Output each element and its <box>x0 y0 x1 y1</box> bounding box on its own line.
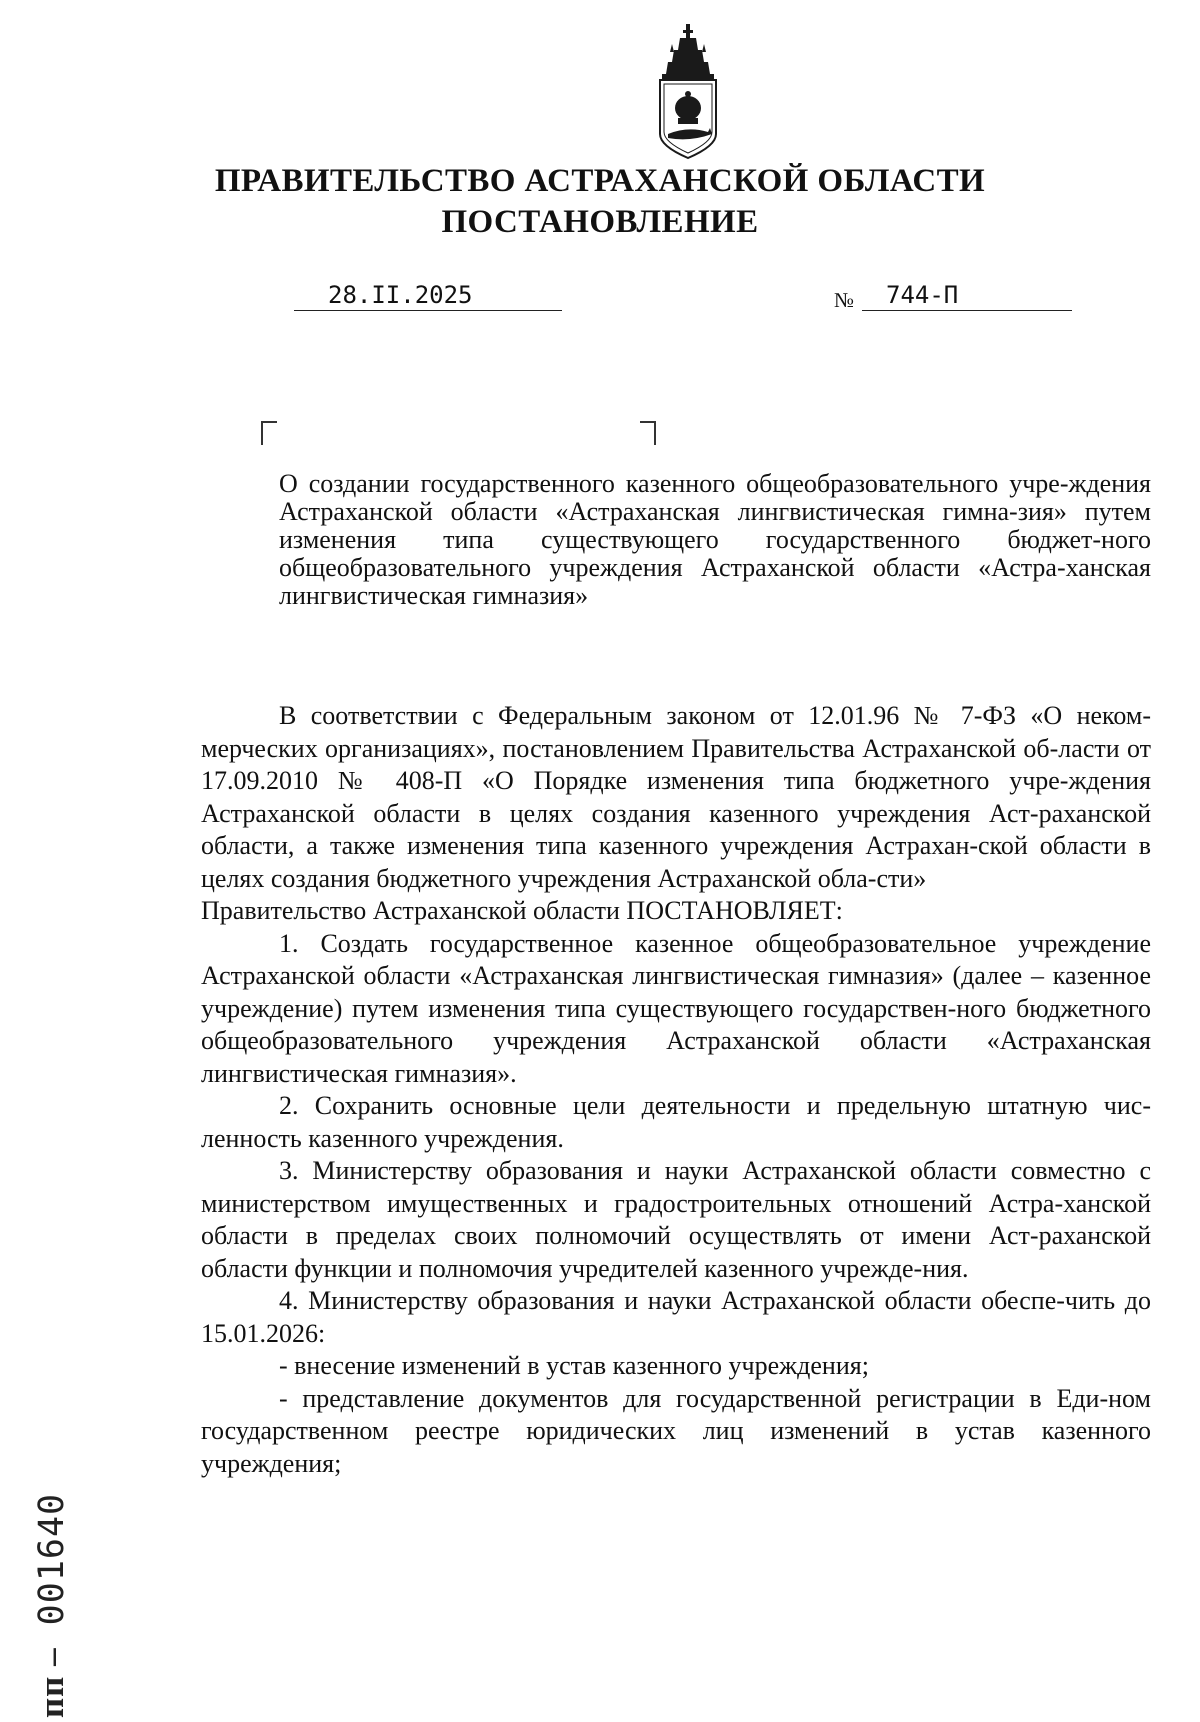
preamble-paragraph: В соответствии с Федеральным законом от 12.01.96 № 7-ФЗ «О неком-мерческих организациях», постановлением Правительства Астраханской об-ласти от 17.09.2010 № 408-П «О Порядке изменения типа бюджетного учре-ждения Астраханской области в целях создания казенного учреждения Аст-раханской области, а также изменения типа казенного учреждения Астрахан-ской области в целях создания бюджетного учреждения Астраханской обла-сти» <box>201 701 1151 893</box>
subject-bracket-right <box>640 421 656 445</box>
clause-4-item-2: - представление документов для государственной регистрации в Еди-ном государственном реестре юридических лиц изменений в устав казенного учреждения; <box>201 1383 1151 1478</box>
clause-3: 3. Министерству образования и науки Астраханской области совместно с министерством имущественных и градостроительных отношений Астра-ханской области в пределах своих полномочий осуществлять от имени Аст-раханской области функции и полномочия учредителей казенного учрежде-ния. <box>201 1156 1151 1283</box>
registration-stamp <box>32 1493 72 1718</box>
document-body <box>201 700 1151 1480</box>
document-type: ПОСТАНОВЛЕНИЕ <box>441 204 759 240</box>
document-number: 744-П <box>862 280 1072 311</box>
resolution-statement: Правительство Астраханской области ПОСТАНОВЛЯЕТ: <box>201 896 843 925</box>
clause-4-item-1: - внесение изменений в устав казенного учреждения; <box>279 1351 869 1380</box>
coat-of-arms-icon <box>650 22 726 162</box>
clause-2: 2. Сохранить основные цели деятельности и предельную штатную чис-ленность казенного учреждения. <box>201 1091 1151 1153</box>
clause-1: 1. Создать государственное казенное общеобразовательное учреждение Астраханской области «Астраханская лингвистическая гимназия» (далее – казенное учреждение) путем изменения типа существующего государствен-ного бюджетного общеобразовательного учреждения Астраханской области «Астраханская лингвистическая гимназия». <box>201 928 1151 1088</box>
number-label: № <box>834 288 855 312</box>
stamp-prefix: пп – <box>32 1647 71 1718</box>
document-subject: О создании государственного казенного общеобразовательного учре-ждения Астраханской области «Астраханская лингвистическая гимна-зия» путем изменения типа существующего государственного бюджет-ного общеобразовательного учреждения Астраханской области «Астра-ханская лингвистическая гимназия» <box>279 469 1151 610</box>
document-date: 28.II.2025 <box>294 280 562 311</box>
authority-title: ПРАВИТЕЛЬСТВО АСТРАХАНСКОЙ ОБЛАСТИ <box>214 163 986 199</box>
clause-4: 4. Министерству образования и науки Астраханской области обеспе-чить до 15.01.2026: <box>201 1286 1151 1348</box>
stamp-number: 001640 <box>32 1492 72 1626</box>
subject-bracket-left <box>261 421 277 445</box>
